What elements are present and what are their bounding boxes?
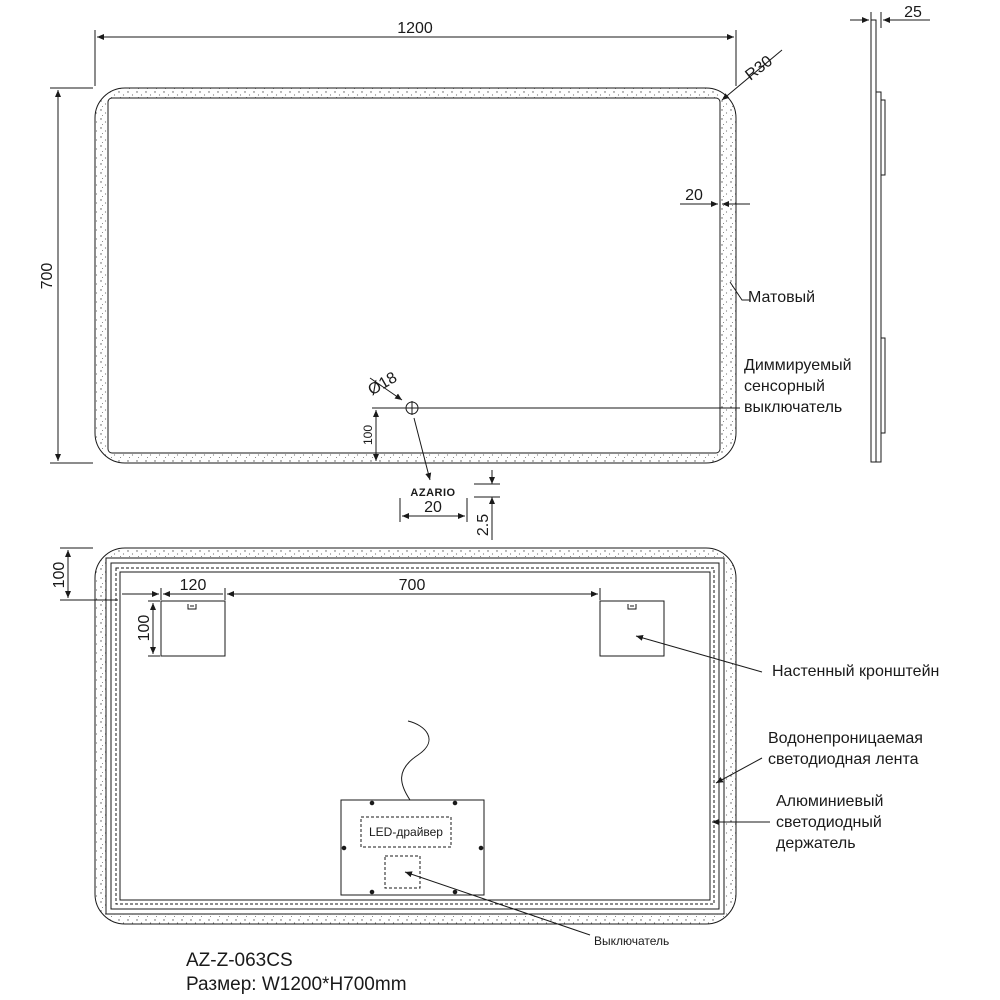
dim-depth: 25: [904, 4, 922, 21]
product-model: AZ-Z-063CS: [186, 950, 293, 971]
dim-frame: 20: [685, 187, 703, 204]
label-driver: LED-драйвер: [369, 825, 443, 839]
dim-top-offset: 100: [51, 561, 68, 589]
label-aluminum-2: светодиодный: [776, 814, 882, 831]
side-profile: [871, 20, 876, 462]
product-size: Размер: W1200*H700mm: [186, 974, 407, 995]
dim-radius: R30: [742, 52, 777, 85]
dim-switch-offset: 100: [361, 424, 375, 446]
label-aluminum-1: Алюминиевый: [776, 793, 884, 810]
dim-bracket-offset: 120: [179, 577, 207, 594]
label-led-strip-1: Водонепроницаемая: [768, 730, 923, 747]
back-view: [60, 548, 770, 935]
dim-bracket-spacing: 700: [398, 577, 426, 594]
label-matte: Матовый: [748, 289, 816, 306]
dim-width: 1200: [397, 20, 433, 37]
dim-switch-diameter: Ø18: [365, 369, 401, 400]
label-switch-1: Диммируемый: [744, 357, 852, 374]
dim-logo-height: 2.5: [475, 513, 492, 537]
label-switch-3: выключатель: [744, 399, 843, 416]
front-frame: [95, 88, 736, 463]
led-driver-box: [341, 800, 484, 895]
label-bracket: Настенный кронштейн: [772, 663, 940, 680]
label-switch-2: сенсорный: [744, 378, 825, 395]
azario-logo: AZARIO: [410, 487, 456, 499]
front-view: [50, 30, 782, 540]
dim-logo-width: 20: [424, 499, 442, 516]
side-view: [850, 12, 930, 462]
label-led-strip-2: светодиодная лента: [768, 751, 919, 768]
label-aluminum-3: держатель: [776, 835, 856, 852]
label-back-switch: Выключатель: [594, 934, 670, 948]
dim-bracket-height: 100: [136, 614, 153, 642]
dim-height: 700: [39, 262, 56, 290]
